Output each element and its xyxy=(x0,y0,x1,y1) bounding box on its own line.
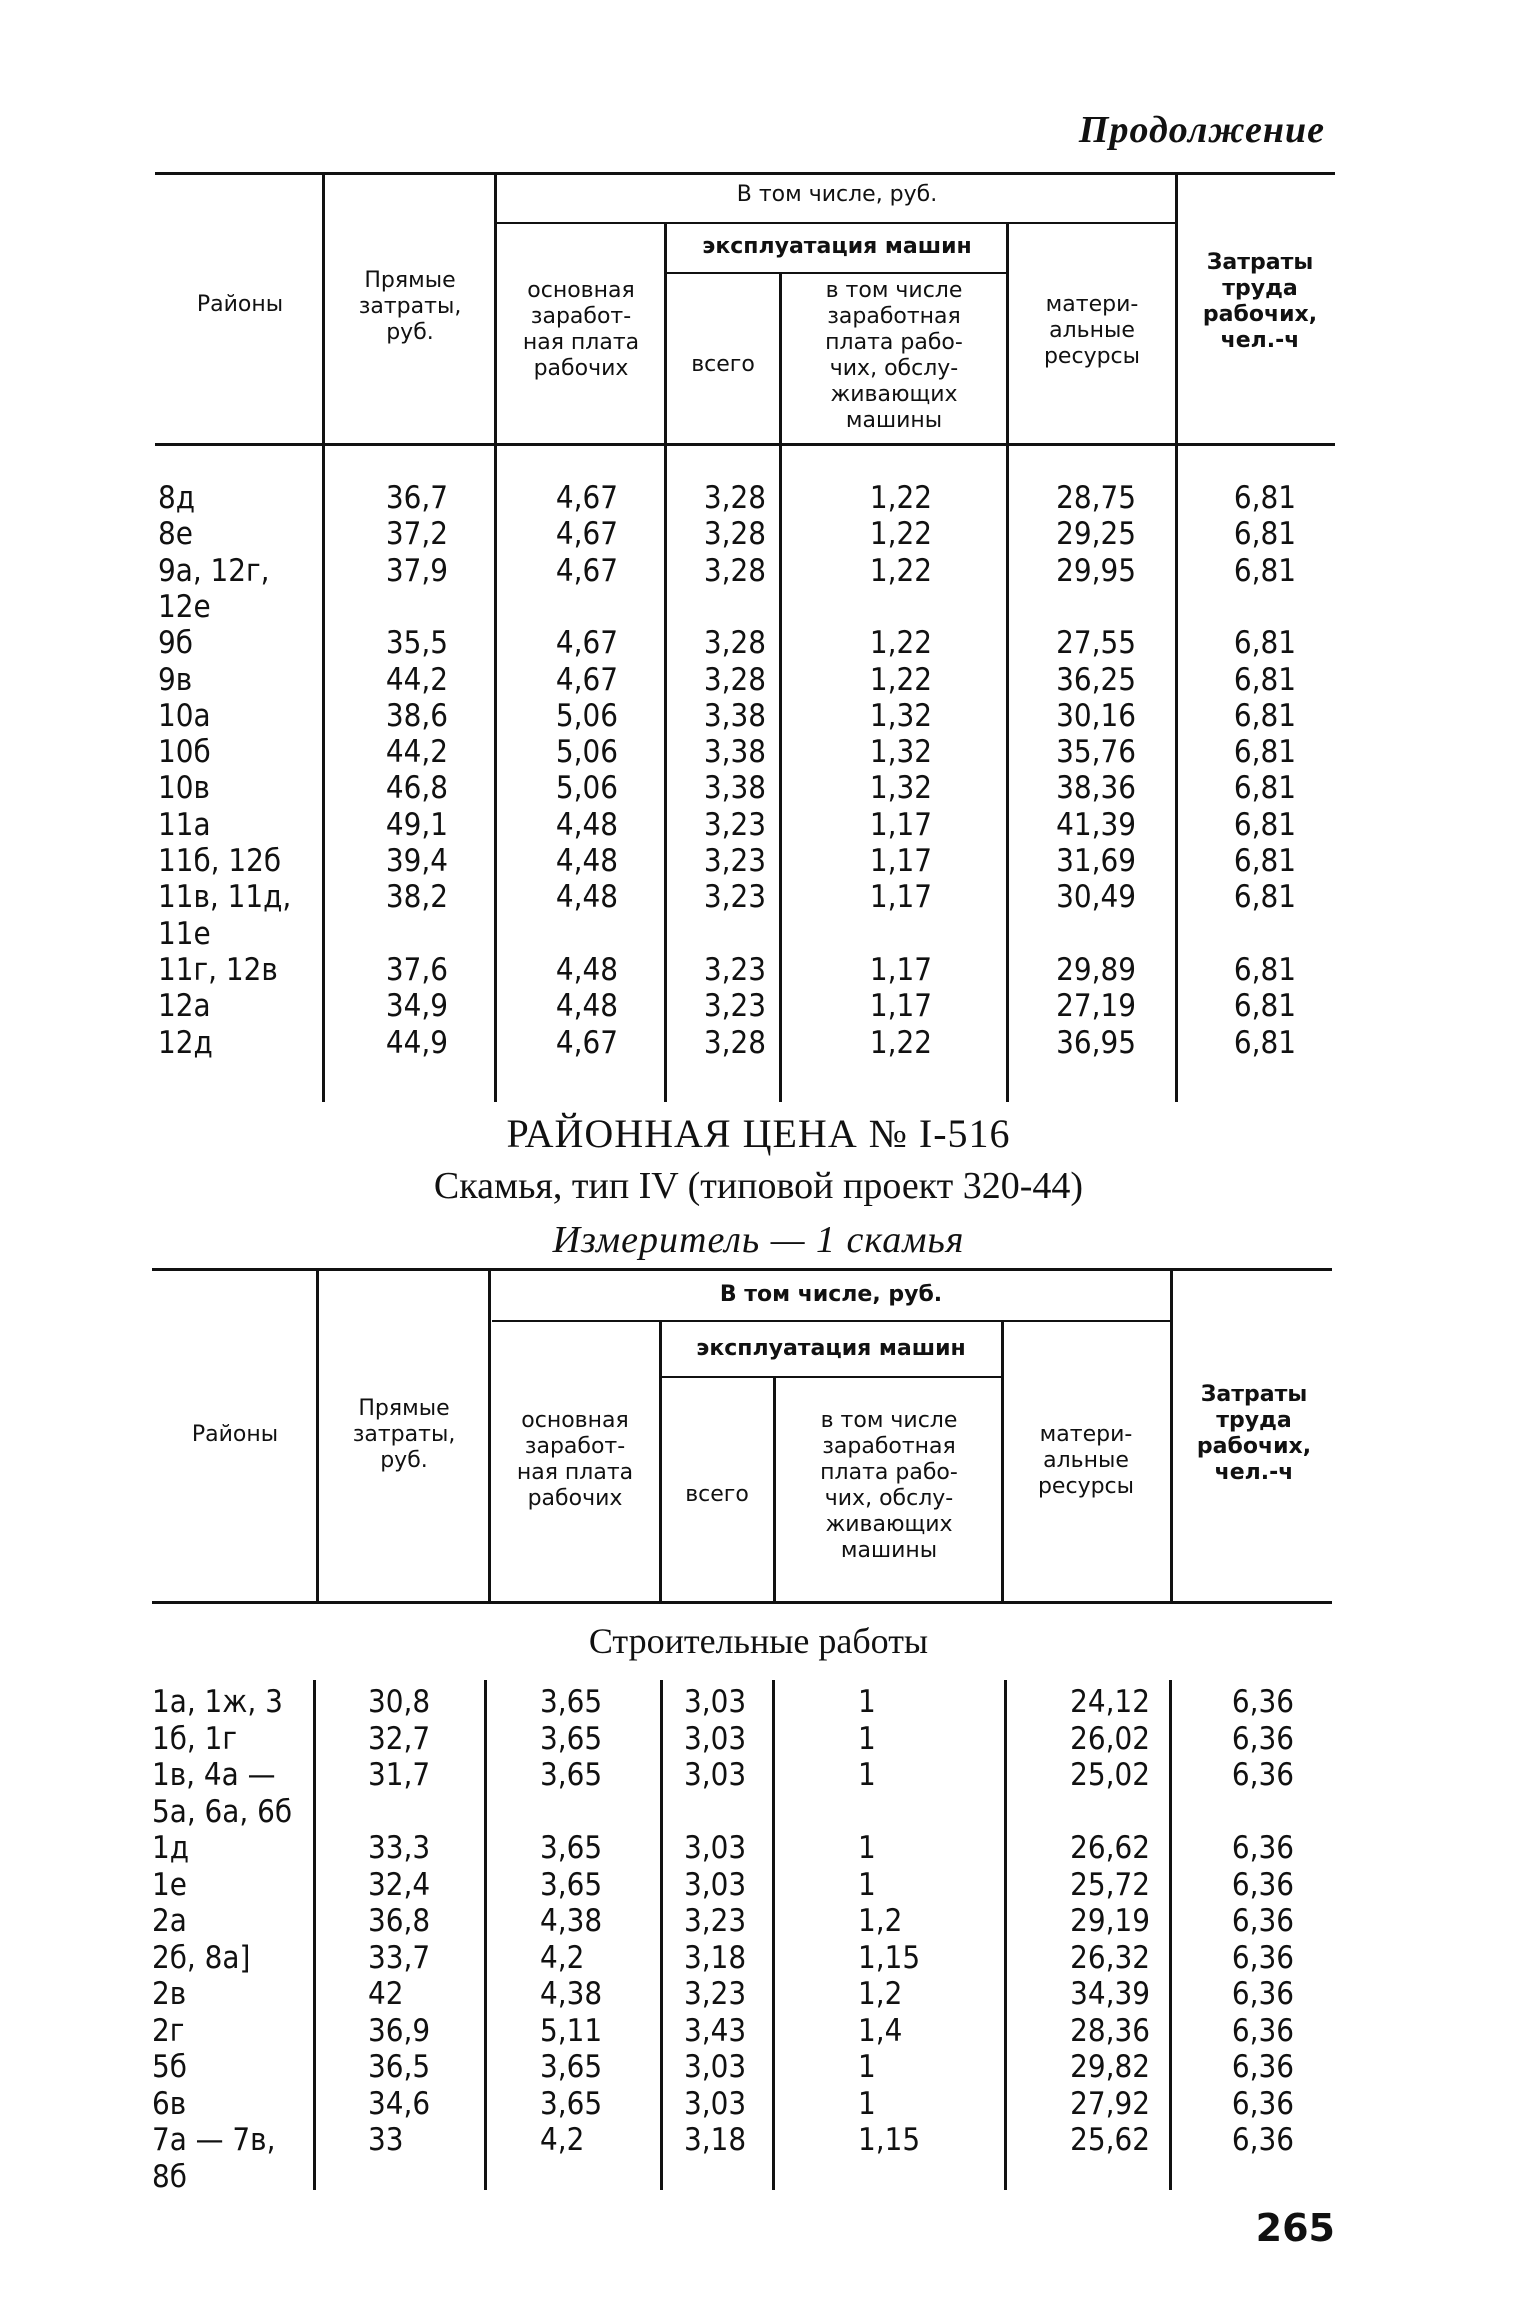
cell-machine-wage: 1,15 xyxy=(858,2122,921,2158)
cell-labor: 6,81 xyxy=(1233,1024,1296,1061)
table2-machines-rule xyxy=(662,1376,1002,1378)
cell-region: 2б, 8а] xyxy=(152,1939,251,1976)
cell-materials: 29,95 xyxy=(1056,552,1136,589)
cell-direct-costs: 46,8 xyxy=(385,770,448,807)
cell-machine-wage: 1,22 xyxy=(869,1024,932,1061)
cell-machine-wage: 1,32 xyxy=(869,770,932,807)
cell-region: 2г xyxy=(152,2012,185,2049)
cell-base-wage: 4,48 xyxy=(555,988,618,1025)
cell-region: 5а, 6а, 6б xyxy=(152,1793,293,1830)
header-direct-costs: Прямые затраты, руб. xyxy=(358,268,462,345)
cell-materials xyxy=(1012,589,1136,625)
cell-region: 2а xyxy=(152,1903,187,1939)
cell-region: 11б, 12б xyxy=(158,843,282,879)
cell-materials: 30,49 xyxy=(1056,879,1136,916)
cell-machine-total: 3,23 xyxy=(684,1903,747,1939)
cell-base-wage: 4,48 xyxy=(555,806,618,843)
table-row xyxy=(0,988,1517,1024)
table1-top-rule xyxy=(155,172,1335,175)
cell-machine-total: 3,23 xyxy=(703,951,766,988)
cell-labor: 6,36 xyxy=(1231,1903,1294,1939)
cell-base-wage: 4,67 xyxy=(555,625,618,662)
cell-region: 12а xyxy=(158,988,211,1025)
table-row xyxy=(0,2049,1517,2085)
table-row xyxy=(0,662,1517,698)
cell-base-wage xyxy=(540,1794,650,1830)
table1-machines-rule xyxy=(667,272,1007,274)
cell-labor: 6,81 xyxy=(1233,661,1296,698)
cell-labor: 6,36 xyxy=(1231,1720,1294,1757)
group-title: Строительные работы xyxy=(588,1621,929,1661)
cell-region: 12д xyxy=(158,1024,213,1061)
cell-machine-total xyxy=(670,916,766,952)
cell-machine-total: 3,23 xyxy=(703,988,766,1025)
cell-direct-costs: 44,9 xyxy=(385,1024,448,1061)
cell-base-wage: 4,2 xyxy=(540,1939,585,1976)
cell-direct-costs: 33,3 xyxy=(368,1830,431,1866)
cell-base-wage xyxy=(502,589,618,625)
cell-machine-wage: 1 xyxy=(858,1866,876,1903)
table-row xyxy=(0,770,1517,806)
cell-materials: 38,36 xyxy=(1056,770,1136,807)
cell-region: 1б, 1г xyxy=(152,1720,238,1757)
header-base-wage: основная заработ- ная плата рабочих xyxy=(516,1408,634,1511)
table2-including-rule xyxy=(492,1320,1170,1322)
cell-region: 8е xyxy=(158,516,193,553)
cell-machine-total: 3,28 xyxy=(703,552,766,589)
cell-base-wage: 4,38 xyxy=(540,1903,603,1939)
table2-header-divider xyxy=(316,1268,319,1603)
cell-materials: 28,75 xyxy=(1056,480,1136,516)
cell-labor: 6,36 xyxy=(1231,1830,1294,1866)
cell-labor: 6,81 xyxy=(1233,843,1296,879)
cell-base-wage: 4,67 xyxy=(555,480,618,516)
cell-labor: 6,81 xyxy=(1233,480,1296,516)
cell-materials: 31,69 xyxy=(1056,843,1136,879)
cell-machine-total: 3,18 xyxy=(684,1939,747,1976)
cell-region: 9а, 12г, xyxy=(158,552,270,589)
cell-machine-total: 3,38 xyxy=(703,734,766,771)
cell-materials xyxy=(1020,2159,1150,2195)
section-title: РАЙОННАЯ ЦЕНА № I-516 xyxy=(506,1111,1011,1156)
table-row xyxy=(0,916,1517,952)
cell-region: 1е xyxy=(152,1866,187,1903)
cell-direct-costs: 36,9 xyxy=(368,2012,431,2049)
cell-machine-total: 3,28 xyxy=(703,1024,766,1061)
cell-machine-total: 3,23 xyxy=(684,1976,747,2012)
table-row xyxy=(0,1903,1517,1939)
cell-labor: 6,81 xyxy=(1233,734,1296,771)
cell-materials: 29,82 xyxy=(1070,2049,1150,2085)
page-number: 265 xyxy=(1255,2206,1335,2250)
header-base-wage: основная заработ- ная плата рабочих xyxy=(522,278,640,381)
cell-machine-wage xyxy=(786,916,932,952)
cell-base-wage: 3,65 xyxy=(540,1830,603,1866)
cell-base-wage: 3,65 xyxy=(540,2085,603,2122)
cell-materials xyxy=(1020,1794,1150,1830)
cell-direct-costs: 37,9 xyxy=(385,552,448,589)
table-row xyxy=(0,952,1517,988)
cell-direct-costs: 33 xyxy=(368,2122,404,2158)
cell-region: 11г, 12в xyxy=(158,951,278,988)
cell-direct-costs xyxy=(368,2159,478,2195)
cell-base-wage: 4,67 xyxy=(555,661,618,698)
cell-materials: 25,72 xyxy=(1070,1866,1150,1903)
cell-region: 2в xyxy=(152,1976,187,2012)
cell-labor: 6,81 xyxy=(1233,770,1296,807)
cell-machine-wage: 1,4 xyxy=(858,2012,903,2049)
cell-direct-costs: 35,5 xyxy=(385,625,448,662)
cell-base-wage: 5,11 xyxy=(540,2012,603,2049)
table-row xyxy=(0,1867,1517,1903)
table-row xyxy=(0,589,1517,625)
table2-header-divider xyxy=(773,1378,776,1603)
cell-region: 11е xyxy=(158,915,211,952)
cell-base-wage: 5,06 xyxy=(555,734,618,771)
cell-base-wage: 3,65 xyxy=(540,1684,603,1720)
cell-region: 11а xyxy=(158,806,211,843)
cell-machine-total: 3,18 xyxy=(684,2122,747,2158)
cell-labor: 6,81 xyxy=(1233,516,1296,553)
cell-machine-total: 3,03 xyxy=(684,1830,747,1866)
cell-materials: 25,02 xyxy=(1070,1757,1150,1793)
table2-header-bottom-rule xyxy=(152,1601,1332,1604)
cell-labor: 6,36 xyxy=(1231,1866,1294,1903)
cell-direct-costs xyxy=(330,589,448,625)
cell-direct-costs: 37,2 xyxy=(385,516,448,553)
header-labor: Затраты труда рабочих, чел.-ч xyxy=(1196,1382,1312,1485)
table-row xyxy=(0,879,1517,915)
cell-region: 11в, 11д, xyxy=(158,879,292,916)
cell-machine-wage: 1 xyxy=(858,1757,876,1793)
cell-machine-wage: 1,17 xyxy=(869,806,932,843)
header-materials: матери- альные ресурсы xyxy=(1037,1422,1135,1499)
cell-region: 12е xyxy=(158,588,211,625)
cell-machine-total: 3,28 xyxy=(703,480,766,516)
cell-machine-total xyxy=(670,589,766,625)
cell-direct-costs: 34,9 xyxy=(385,988,448,1025)
cell-machine-wage xyxy=(858,2159,988,2195)
cell-machine-wage: 1,22 xyxy=(869,661,932,698)
cell-machine-wage: 1,32 xyxy=(869,697,932,734)
cell-region: 1д xyxy=(152,1830,190,1866)
cell-machine-total xyxy=(684,2159,774,2195)
cell-machine-total: 3,03 xyxy=(684,2049,747,2085)
cell-region: 6в xyxy=(152,2085,187,2122)
cell-machine-total: 3,23 xyxy=(703,806,766,843)
cell-materials: 29,25 xyxy=(1056,516,1136,553)
table2-header-divider xyxy=(488,1268,491,1603)
cell-machine-total: 3,38 xyxy=(703,697,766,734)
cell-direct-costs: 30,8 xyxy=(368,1684,431,1720)
continuation-label: Продолжение xyxy=(1078,109,1325,151)
cell-labor: 6,36 xyxy=(1231,2049,1294,2085)
table-row xyxy=(0,1976,1517,2012)
cell-materials: 26,32 xyxy=(1070,1939,1150,1976)
cell-machine-total: 3,28 xyxy=(703,661,766,698)
cell-base-wage: 4,48 xyxy=(555,951,618,988)
cell-labor: 6,36 xyxy=(1231,1976,1294,2012)
section-subtitle: Скамья, тип IV (типовой проект 320-44) xyxy=(433,1165,1084,1207)
table2-top-rule xyxy=(152,1268,1332,1271)
cell-base-wage: 4,48 xyxy=(555,879,618,916)
cell-direct-costs: 38,2 xyxy=(385,879,448,916)
cell-machine-total: 3,23 xyxy=(703,843,766,879)
cell-materials xyxy=(1012,916,1136,952)
cell-machine-wage: 1,17 xyxy=(869,988,932,1025)
cell-machine-wage: 1,17 xyxy=(869,879,932,916)
cell-base-wage: 4,67 xyxy=(555,552,618,589)
cell-machine-wage: 1,22 xyxy=(869,480,932,516)
cell-direct-costs: 39,4 xyxy=(385,843,448,879)
cell-labor xyxy=(1182,589,1296,625)
cell-region: 7а — 7в, xyxy=(152,2122,276,2158)
cell-machine-wage: 1,17 xyxy=(869,951,932,988)
cell-machine-total: 3,28 xyxy=(703,625,766,662)
table-row xyxy=(0,698,1517,734)
cell-base-wage: 4,2 xyxy=(540,2122,585,2158)
header-machine-operation: эксплуатация машин xyxy=(696,1336,966,1361)
table-row xyxy=(0,1721,1517,1757)
header-labor: Затраты труда рабочих, чел.-ч xyxy=(1202,250,1318,353)
header-including: В том числе, руб. xyxy=(719,1282,943,1307)
cell-machine-total: 3,38 xyxy=(703,770,766,807)
cell-direct-costs: 32,7 xyxy=(368,1720,431,1757)
cell-direct-costs: 36,8 xyxy=(368,1903,431,1939)
cell-materials: 24,12 xyxy=(1070,1684,1150,1720)
cell-materials: 29,19 xyxy=(1070,1903,1150,1939)
cell-base-wage: 4,67 xyxy=(555,1024,618,1061)
header-machine-wage: в том числе заработная плата рабо- чих, обслу- живающих машины xyxy=(825,278,963,433)
cell-materials: 28,36 xyxy=(1070,2012,1150,2049)
cell-labor: 6,36 xyxy=(1231,2085,1294,2122)
cell-machine-wage: 1,2 xyxy=(858,1903,903,1939)
header-regions: Районы xyxy=(196,292,284,317)
table-row xyxy=(0,516,1517,552)
cell-direct-costs: 33,7 xyxy=(368,1939,431,1976)
cell-region: 9в xyxy=(158,661,193,698)
cell-labor: 6,36 xyxy=(1231,2122,1294,2158)
cell-base-wage: 3,65 xyxy=(540,2049,603,2085)
cell-materials: 25,62 xyxy=(1070,2122,1150,2158)
cell-materials: 29,89 xyxy=(1056,951,1136,988)
cell-base-wage: 3,65 xyxy=(540,1866,603,1903)
cell-direct-costs: 38,6 xyxy=(385,697,448,734)
table1-header-bottom-rule xyxy=(155,443,1335,446)
cell-labor: 6,81 xyxy=(1233,806,1296,843)
table-row xyxy=(0,2122,1517,2158)
cell-machine-wage: 1 xyxy=(858,2085,876,2122)
cell-labor: 6,81 xyxy=(1233,951,1296,988)
cell-machine-wage: 1 xyxy=(858,1684,876,1720)
cell-machine-wage: 1,17 xyxy=(869,843,932,879)
cell-machine-wage xyxy=(858,1794,988,1830)
cell-base-wage: 5,06 xyxy=(555,770,618,807)
cell-direct-costs: 44,2 xyxy=(385,661,448,698)
cell-region: 10в xyxy=(158,770,210,807)
cell-machine-wage: 1,32 xyxy=(869,734,932,771)
header-machine-wage: в том числе заработная плата рабо- чих, обслу- живающих машины xyxy=(820,1408,958,1563)
cell-direct-costs xyxy=(368,1794,478,1830)
cell-direct-costs: 32,4 xyxy=(368,1866,431,1903)
cell-direct-costs: 36,7 xyxy=(385,480,448,516)
cell-machine-wage: 1,22 xyxy=(869,516,932,553)
cell-materials: 26,62 xyxy=(1070,1830,1150,1866)
cell-materials: 36,25 xyxy=(1056,661,1136,698)
table-row xyxy=(0,553,1517,589)
cell-labor xyxy=(1180,2159,1294,2195)
cell-base-wage: 4,48 xyxy=(555,843,618,879)
cell-materials: 36,95 xyxy=(1056,1024,1136,1061)
table-row xyxy=(0,2013,1517,2049)
cell-region: 10а xyxy=(158,697,211,734)
cell-direct-costs xyxy=(330,916,448,952)
cell-direct-costs: 37,6 xyxy=(385,951,448,988)
cell-region: 1а, 1ж, 3 xyxy=(152,1684,283,1720)
table-row xyxy=(0,2159,1517,2195)
table2-header-divider xyxy=(659,1322,662,1603)
header-materials: матери- альные ресурсы xyxy=(1043,292,1141,369)
cell-direct-costs: 36,5 xyxy=(368,2049,431,2085)
cell-materials: 27,92 xyxy=(1070,2085,1150,2122)
cell-region: 1в, 4а — xyxy=(152,1757,276,1793)
cell-materials: 34,39 xyxy=(1070,1976,1150,2012)
cell-labor: 6,81 xyxy=(1233,879,1296,916)
cell-labor: 6,36 xyxy=(1231,1757,1294,1793)
cell-machine-wage: 1,22 xyxy=(869,552,932,589)
cell-region: 9б xyxy=(158,625,193,662)
cell-labor xyxy=(1180,1794,1294,1830)
table-row xyxy=(0,1025,1517,1061)
cell-machine-wage: 1 xyxy=(858,2049,876,2085)
cell-machine-total: 3,43 xyxy=(684,2012,747,2049)
cell-materials: 30,16 xyxy=(1056,697,1136,734)
header-direct-costs: Прямые затраты, руб. xyxy=(352,1396,456,1473)
header-including: В том числе, руб. xyxy=(736,182,938,207)
cell-region: 5б xyxy=(152,2049,187,2085)
cell-labor xyxy=(1182,916,1296,952)
cell-machine-total: 3,23 xyxy=(703,879,766,916)
cell-machine-wage: 1,22 xyxy=(869,625,932,662)
cell-machine-total: 3,28 xyxy=(703,516,766,553)
cell-machine-total xyxy=(684,1794,774,1830)
table-row xyxy=(0,480,1517,516)
cell-direct-costs: 49,1 xyxy=(385,806,448,843)
cell-labor: 6,81 xyxy=(1233,625,1296,662)
table-row xyxy=(0,1940,1517,1976)
header-total: всего xyxy=(685,1482,749,1507)
cell-base-wage xyxy=(502,916,618,952)
cell-materials: 35,76 xyxy=(1056,734,1136,771)
table1-including-rule xyxy=(497,222,1177,224)
cell-labor: 6,81 xyxy=(1233,988,1296,1025)
cell-machine-wage: 1 xyxy=(858,1830,876,1866)
table-row xyxy=(0,625,1517,661)
cell-base-wage: 3,65 xyxy=(540,1720,603,1757)
cell-base-wage: 4,38 xyxy=(540,1976,603,2012)
table-row xyxy=(0,1830,1517,1866)
table-row xyxy=(0,807,1517,843)
table-row xyxy=(0,2086,1517,2122)
header-machine-operation: эксплуатация машин xyxy=(702,234,972,259)
cell-machine-total: 3,03 xyxy=(684,1757,747,1793)
table-row xyxy=(0,734,1517,770)
header-total: всего xyxy=(691,352,755,377)
header-regions: Районы xyxy=(191,1422,279,1447)
cell-base-wage: 5,06 xyxy=(555,697,618,734)
cell-labor: 6,36 xyxy=(1231,1684,1294,1720)
cell-direct-costs: 42 xyxy=(368,1976,404,2012)
cell-labor: 6,36 xyxy=(1231,2012,1294,2049)
cell-base-wage: 4,67 xyxy=(555,516,618,553)
cell-machine-total: 3,03 xyxy=(684,1684,747,1720)
cell-labor: 6,81 xyxy=(1233,697,1296,734)
section-measure: Измеритель — 1 скамья xyxy=(552,1219,965,1261)
cell-region: 10б xyxy=(158,734,211,771)
cell-base-wage xyxy=(540,2159,650,2195)
cell-machine-wage xyxy=(786,589,932,625)
cell-materials: 41,39 xyxy=(1056,806,1136,843)
table-row xyxy=(0,1684,1517,1720)
cell-base-wage: 3,65 xyxy=(540,1757,603,1793)
cell-machine-wage: 1,15 xyxy=(858,1939,921,1976)
cell-direct-costs: 44,2 xyxy=(385,734,448,771)
cell-materials: 27,55 xyxy=(1056,625,1136,662)
cell-region: 8д xyxy=(158,480,196,516)
cell-materials: 27,19 xyxy=(1056,988,1136,1025)
cell-labor: 6,36 xyxy=(1231,1939,1294,1976)
cell-region: 8б xyxy=(152,2158,187,2195)
table2-header-divider xyxy=(1170,1268,1173,1603)
cell-direct-costs: 31,7 xyxy=(368,1757,431,1793)
cell-labor: 6,81 xyxy=(1233,552,1296,589)
cell-materials: 26,02 xyxy=(1070,1720,1150,1757)
table-row xyxy=(0,1757,1517,1793)
table-row xyxy=(0,843,1517,879)
cell-machine-total: 3,03 xyxy=(684,2085,747,2122)
cell-direct-costs: 34,6 xyxy=(368,2085,431,2122)
cell-machine-total: 3,03 xyxy=(684,1720,747,1757)
table-row xyxy=(0,1794,1517,1830)
cell-machine-wage: 1 xyxy=(858,1720,876,1757)
cell-machine-total: 3,03 xyxy=(684,1866,747,1903)
cell-machine-wage: 1,2 xyxy=(858,1976,903,2012)
